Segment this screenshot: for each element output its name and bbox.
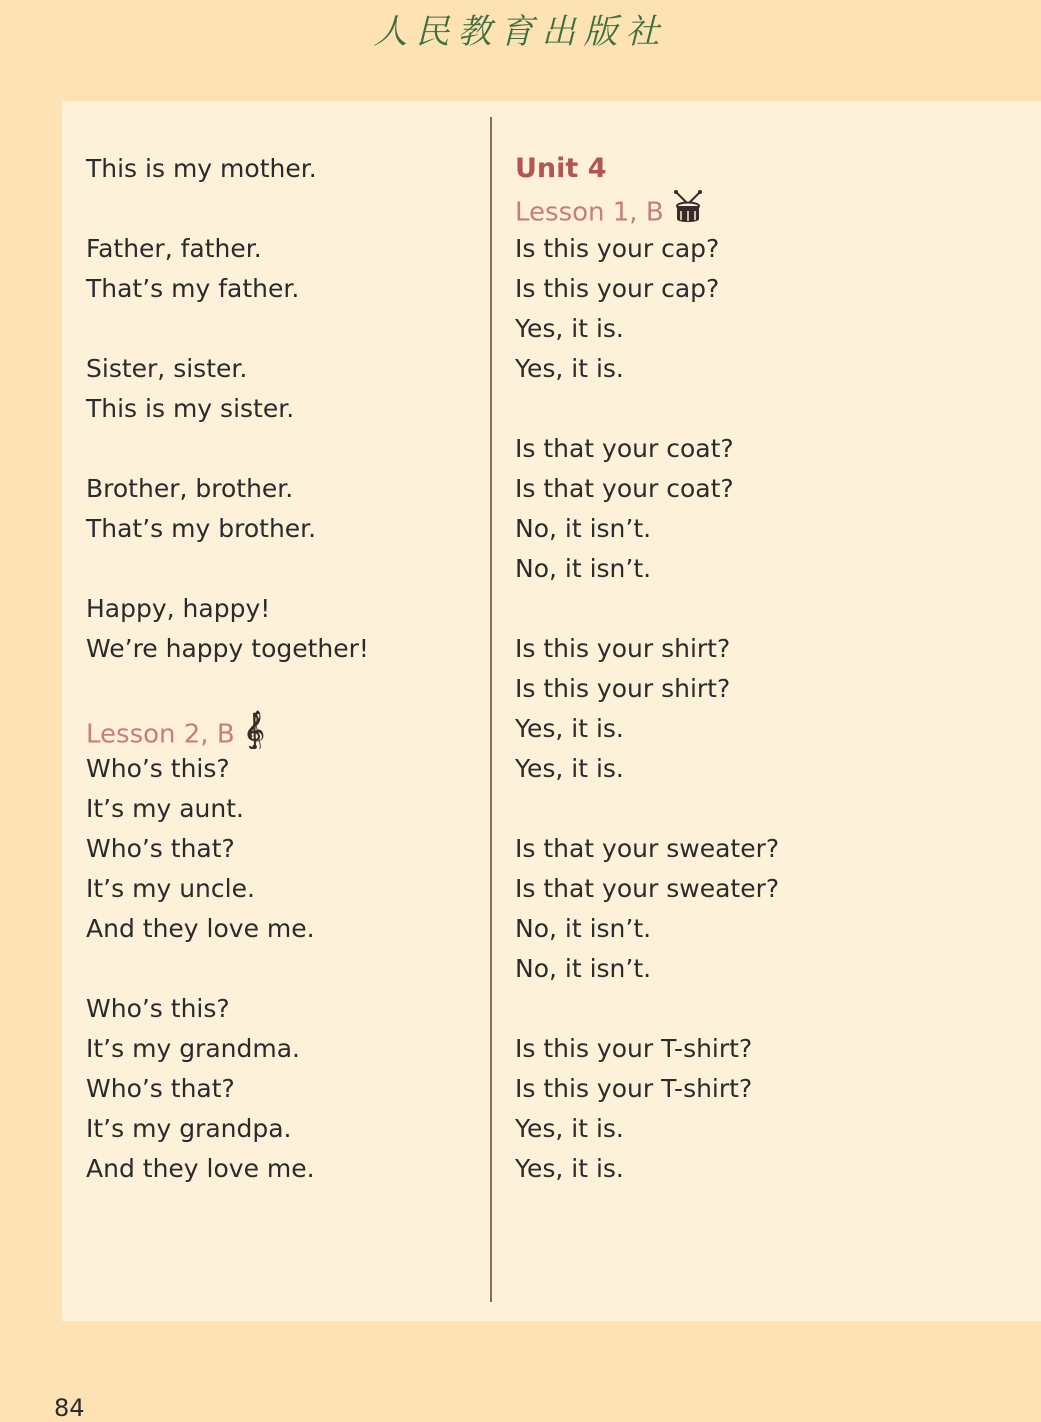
text-line: Happy, happy!	[86, 594, 271, 623]
text-line: Is this your cap?	[515, 274, 720, 303]
text-line: And they love me.	[86, 914, 315, 943]
text-line: That’s my father.	[86, 274, 300, 303]
text-line: Is that your coat?	[515, 434, 734, 463]
text-line: No, it isn’t.	[515, 954, 652, 983]
svg-text:𝄞: 𝄞	[244, 710, 265, 749]
page-number: 84	[54, 1394, 85, 1422]
text-line: This is my mother.	[86, 154, 317, 183]
text-line: Yes, it is.	[515, 754, 624, 783]
column-divider	[490, 117, 492, 1302]
text-line: It’s my grandpa.	[86, 1114, 292, 1143]
text-line: No, it isn’t.	[515, 554, 652, 583]
right-column	[515, 149, 779, 1189]
text-line: Yes, it is.	[515, 314, 624, 343]
text-line: No, it isn’t.	[515, 914, 652, 943]
text-line: This is my sister.	[86, 394, 295, 423]
text-line: Is that your coat?	[515, 474, 734, 503]
unit-heading: Unit 4	[515, 153, 607, 184]
text-line: Yes, it is.	[515, 1154, 624, 1183]
lesson-heading	[515, 189, 779, 229]
text-line: We’re happy together!	[86, 634, 369, 663]
text-line: Is this your shirt?	[515, 674, 731, 703]
text-line: Father, father.	[86, 234, 262, 263]
lesson-heading-label: Lesson 2, B	[86, 719, 235, 750]
text-line: Is that your sweater?	[515, 834, 780, 863]
text-line: It’s my uncle.	[86, 874, 255, 903]
text-line: Who’s this?	[86, 754, 230, 783]
text-line: Is that your sweater?	[515, 874, 780, 903]
text-line: Who’s this?	[86, 994, 230, 1023]
text-line: Is this your T-shirt?	[515, 1034, 753, 1063]
text-line: Brother, brother.	[86, 474, 294, 503]
text-line: That’s my brother.	[86, 514, 317, 543]
text-line: No, it isn’t.	[515, 514, 652, 543]
text-line: Is this your cap?	[515, 234, 720, 263]
text-line: Sister, sister.	[86, 354, 248, 383]
text-line: Yes, it is.	[515, 714, 624, 743]
text-line: Who’s that?	[86, 834, 235, 863]
lesson-heading	[86, 709, 369, 749]
text-line: Yes, it is.	[515, 1114, 624, 1143]
left-column	[86, 149, 369, 1189]
text-line: And they love me.	[86, 1154, 315, 1183]
text-line: Is this your shirt?	[515, 634, 731, 663]
text-line: Is this your T-shirt?	[515, 1074, 753, 1103]
treble-clef-icon[interactable]	[243, 709, 265, 761]
lesson-heading-label: Lesson 1, B	[515, 197, 664, 228]
text-line: Yes, it is.	[515, 354, 624, 383]
text-line: It’s my grandma.	[86, 1034, 300, 1063]
text-line: It’s my aunt.	[86, 794, 244, 823]
publisher-logo: 人民教育出版社	[373, 12, 668, 52]
text-line: Who’s that?	[86, 1074, 235, 1103]
